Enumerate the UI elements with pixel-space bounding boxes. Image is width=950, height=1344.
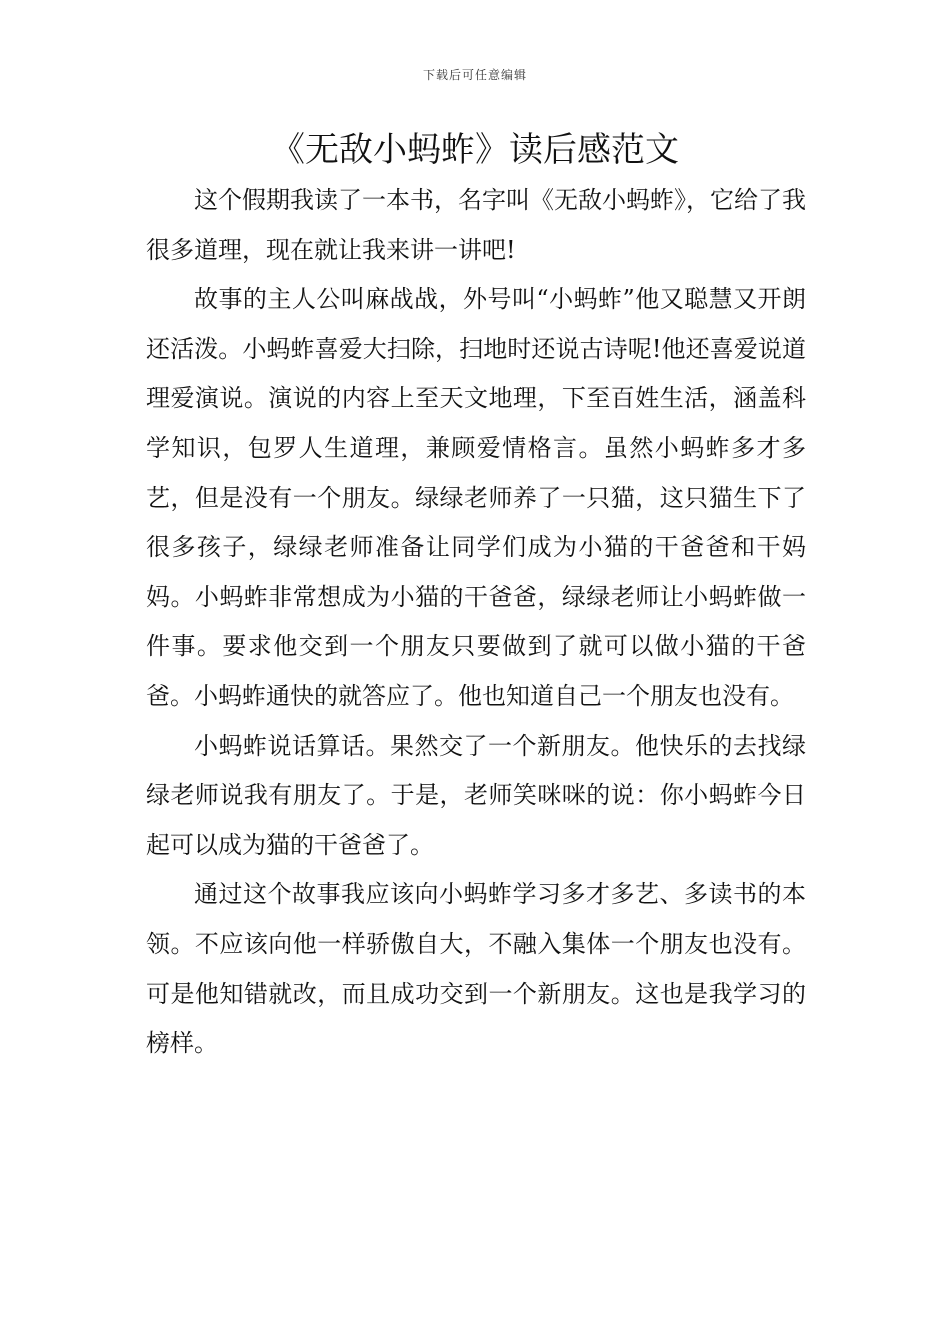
document-title: 《无敌小蚂蚱》读后感范文 (271, 130, 679, 170)
document-body (146, 176, 806, 1069)
header-note: 下载后可任意编辑 (422, 68, 527, 82)
paragraph-4: 通过这个故事我应该向小蚂蚱学习多才多艺、多读书的本领。不应该向他一样骄傲自大，不融入集体一个朋友也没有。可是他知错就改，而且成功交到一个新朋友。这也是我学习的榜样。 (146, 880, 806, 1058)
paragraph-3: 小蚂蚱说话算话。果然交了一个新朋友。他快乐的去找绿绿老师说我有朋友了。于是，老师笑咪咪的说：你小蚂蚱今日起可以成为猫的干爸爸了。 (146, 731, 806, 859)
paragraph-2: 故事的主人公叫麻战战，外号叫“小蚂蚱”他又聪慧又开朗还活泼。小蚂蚱喜爱大扫除，扫地时还说古诗呢!他还喜爱说道理爱演说。演说的内容上至天文地理，下至百姓生活，涵盖科学知识，包罗人生道理，兼顾爱情格言。虽然小蚂蚱多才多艺，但是没有一个朋友。绿绿老师养了一只猫，这只猫生下了很多孩子，绿绿老师准备让同学们成为小猫的干爸爸和干妈妈。小蚂蚱非常想成为小猫的干爸爸，绿绿老师让小蚂蚱做一件事。要求他交到一个朋友只要做到了就可以做小猫的干爸爸。小蚂蚱通快的就答应了。他也知道自己一个朋友也没有。 (146, 285, 806, 710)
paragraph-1: 这个假期我读了一本书，名字叫《无敌小蚂蚱》，它给了我很多道理，现在就让我来讲一讲吧! (146, 186, 806, 264)
